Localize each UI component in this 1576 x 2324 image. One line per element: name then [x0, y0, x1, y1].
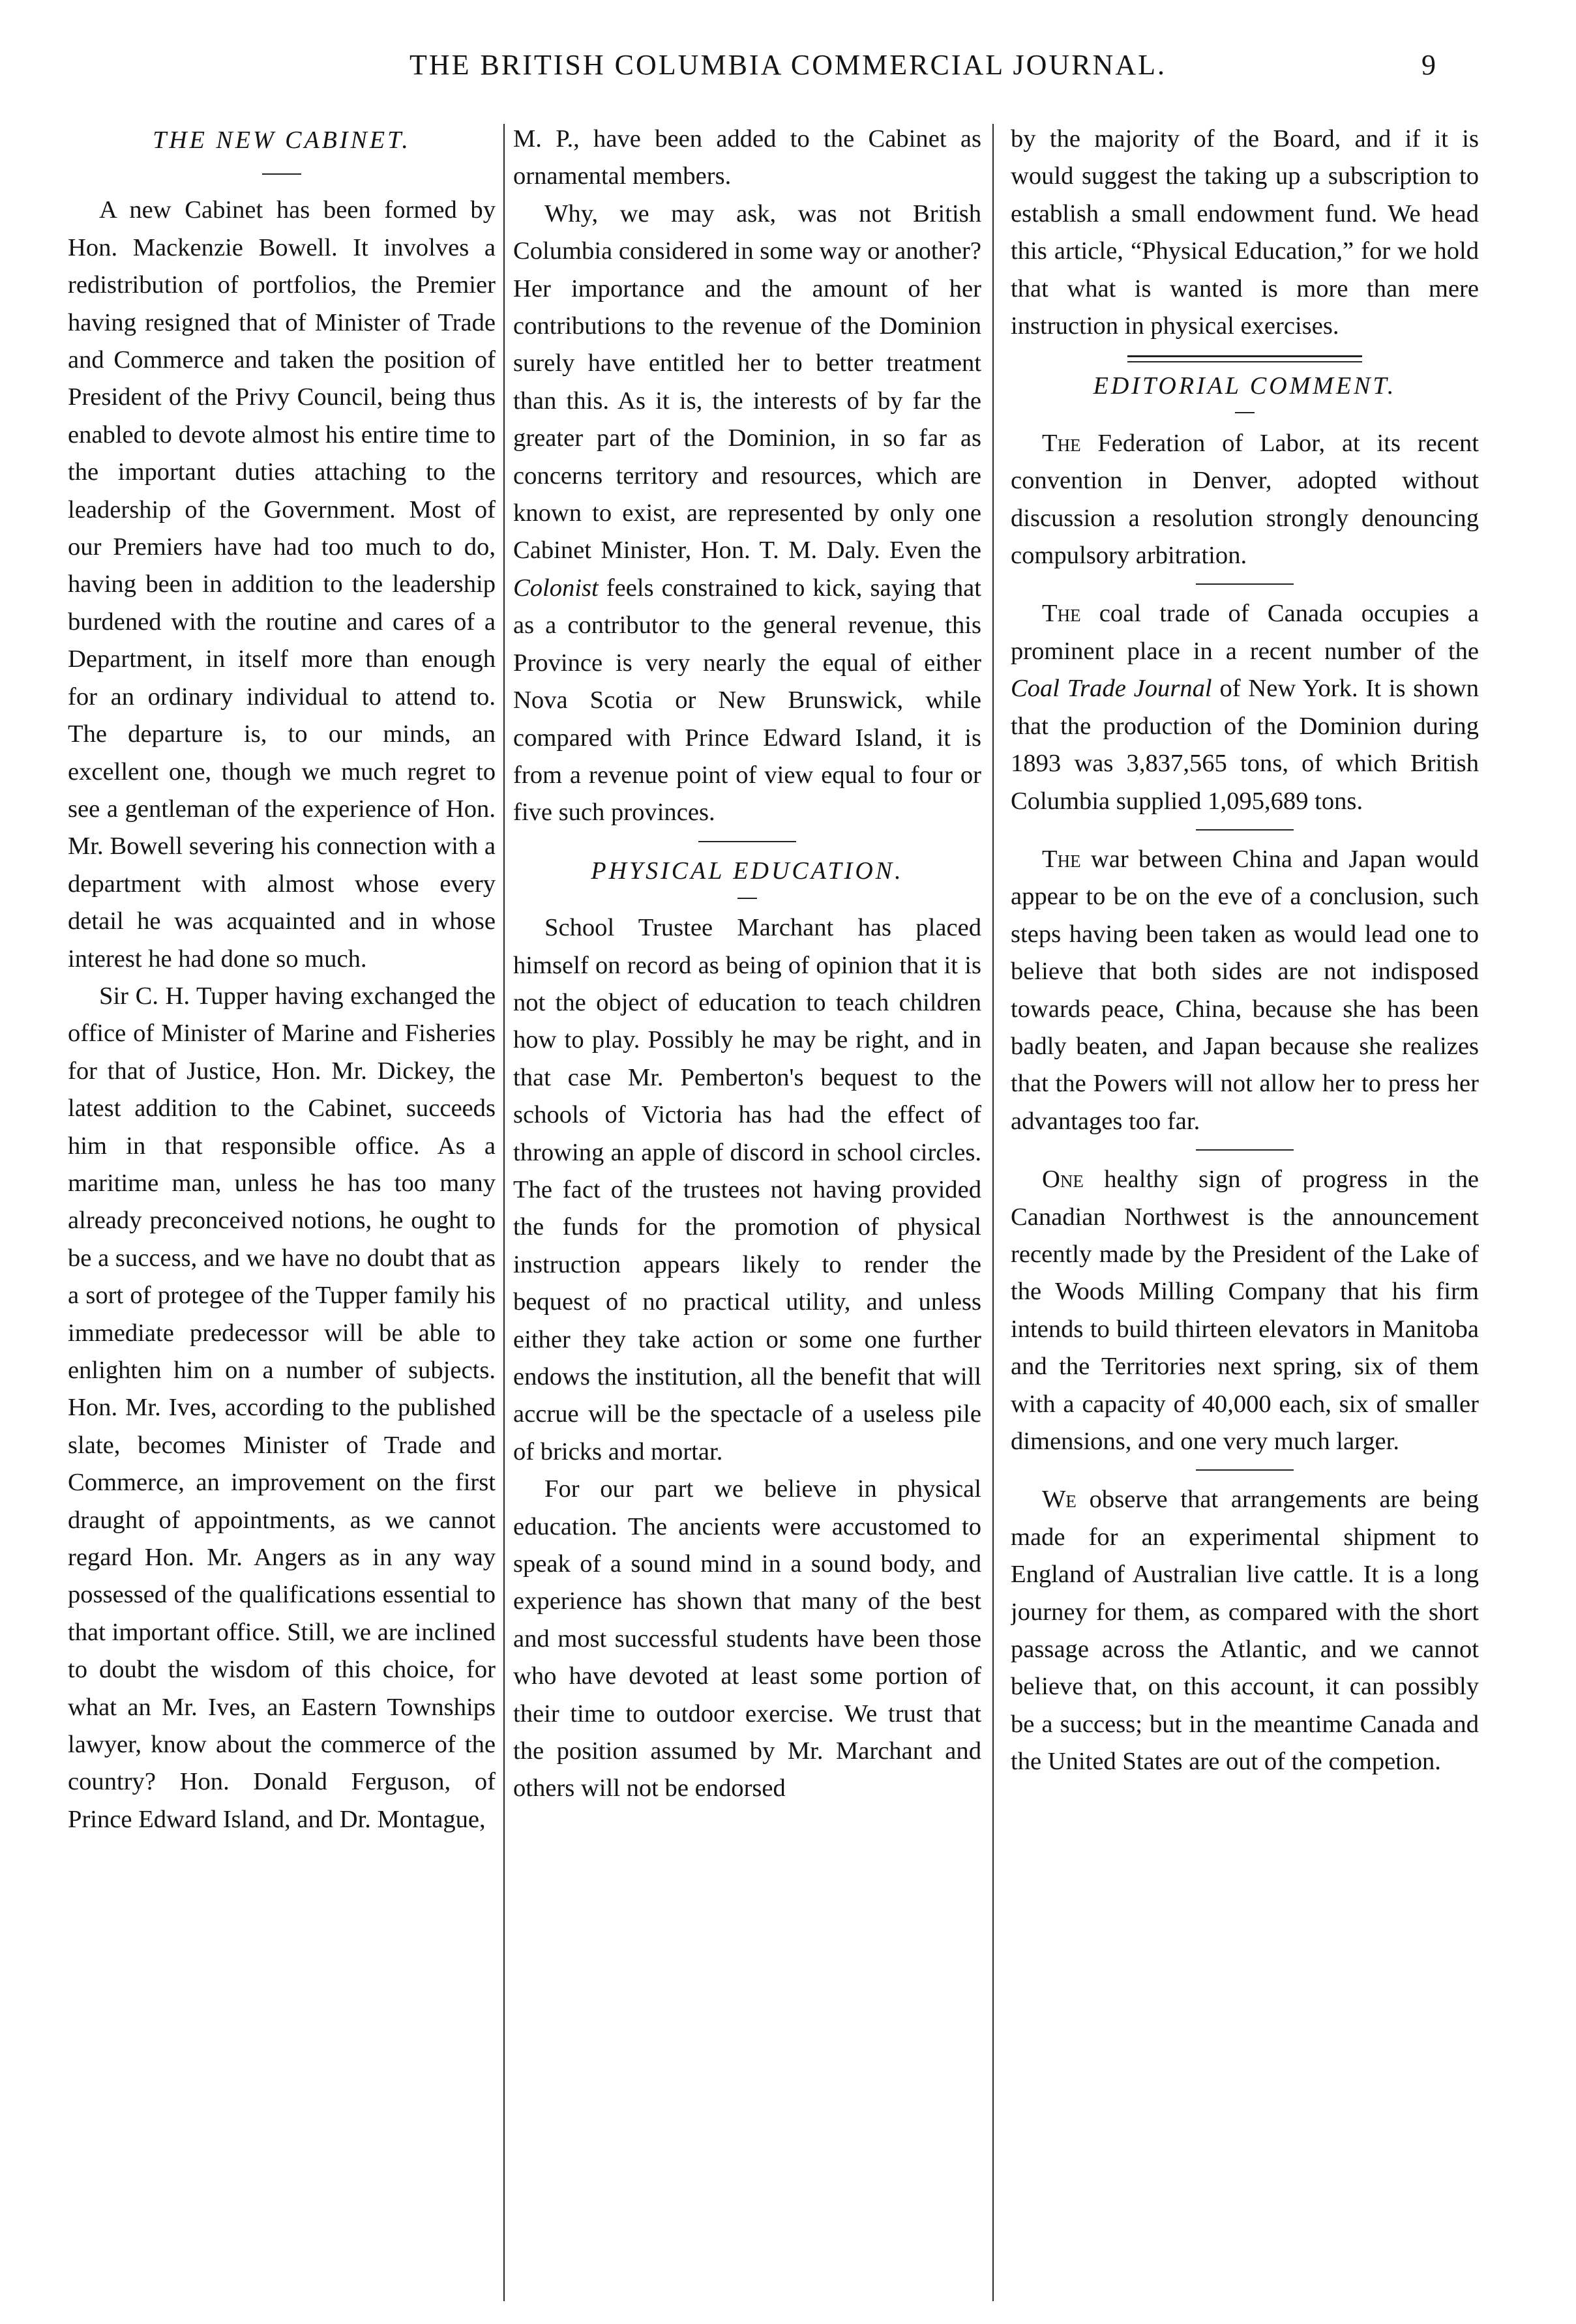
article-paragraph: For our part we believe in physical education. The ancients were accustomed to speak of a sound mind in a sound body, and experience has shown that many of the best and most successful students have been those who have devoted at least some portion of their time to outdoor exercise. We trust that the position assumed by Mr. Marchant and others will not be endorsed	[513, 1475, 981, 1802]
paragraph-text: coal trade of Canada occupies a prominent place in a recent number of the	[1011, 600, 1479, 665]
lead-word: The	[1042, 845, 1081, 873]
article-paragraph: M. P., have been added to the Cabinet as ornamental members.	[513, 125, 981, 190]
journal-title: Coal Trade Journal	[1011, 675, 1212, 703]
comment-paragraph	[1011, 1161, 1479, 1460]
heading-dash	[737, 898, 757, 899]
column-1	[68, 121, 496, 2304]
section-separator	[698, 841, 796, 842]
lead-word: One	[1042, 1166, 1084, 1194]
newspaper-title: Colonist	[513, 574, 599, 602]
article-paragraph: School Trustee Marchant has placed himself on record as being of opinion that it is not the object of education to teach children how to play. Possibly he may be right, and in that case Mr. Pemberton's bequest to the schools of Victoria has had the effect of throwing an apple of discord in school circles. The fact of the trustees not having provided the funds for the promotion of physical instruction appears likely to render the bequest of no practical utility, and unless either they take action or some one further endows the institution, all the benefit that will accrue will be the spectacle of a useless pile of bricks and mortar.	[513, 914, 981, 1465]
article-paragraph: by the majority of the Board, and if it is would suggest the taking up a subscription to establish a small endowment fund. We head this article, “Physical Education,” for we hold that what is wanted is more than mere instruction in physical exercises.	[1011, 125, 1479, 340]
paragraph-text: healthy sign of progress in the Canadian Northwest is the announcement recently made by the President of the Lake of the Woods Milling Company that his firm intends to build thirteen elevators in Manitoba and the Territories next spring, six of them with a capacity of 40,000 each, six of smaller dimensions, and one very much larger.	[1011, 1166, 1479, 1455]
paragraph-text: feels constrained to kick, saying that as a contributor to the general revenue, this Province is very nearly the equal of either Nova Scotia or New Brunswick, while compared with Prince Edward Island, it is from a revenue point of view equal to four or five such provinces.	[513, 574, 981, 827]
double-rule	[1127, 355, 1362, 362]
column-rule-2	[992, 124, 994, 2301]
lead-word: The	[1042, 600, 1081, 628]
paragraph-text: war between China and Japan would appear to be on the eve of a conclusion, such steps having been taken as would lead one to believe that both sides are not indisposed towards peace, China, because she has been badly beaten, and Japan because she realizes that the Powers will not allow her to press her advantages too far.	[1011, 845, 1479, 1135]
page-header	[0, 0, 1576, 98]
heading-dash	[262, 173, 301, 175]
item-separator	[1196, 583, 1294, 585]
item-separator	[1196, 1149, 1294, 1151]
lead-word: The	[1042, 429, 1081, 457]
comment-paragraph	[1011, 841, 1479, 1140]
article-heading-new-cabinet: THE NEW CABINET.	[153, 126, 411, 154]
article-paragraph: Sir C. H. Tupper having exchanged the office of Minister of Marine and Fisheries for that of Justice, Hon. Mr. Dickey, the latest addition to the Cabinet, succeeds him in that responsible office. As a maritime man, unless he has too many already preconceived notions, he ought to be a success, and we have no doubt that as a sort of protegee of the Tupper family his immediate predecessor will be able to enlighten him on a number of subjects. Hon. Mr. Ives, according to the published slate, becomes Minister of Trade and Commerce, an improvement on the first draught of appointments, as we cannot regard Hon. Mr. Angers as in any way possessed of the qualifications essential to that important office. Still, we are inclined to doubt the wisdom of this choice, for what an Mr. Ives, an Eastern Townships lawyer, know about the commerce of the country? Hon. Donald Ferguson, of Prince Edward Island, and Dr. Montague,	[68, 982, 496, 1833]
article-paragraph: A new Cabinet has been formed by Hon. Mackenzie Bowell. It involves a redistribution of portfolios, the Premier having resigned that of Minister of Trade and Commerce and taken the position of President of the Privy Council, being thus enabled to devote almost his entire time to the important duties attaching to the leadership of the Government. Most of our Premiers have had too much to do, having been in addition to the leadership burdened with the routine and cares of a Department, in itself more than enough for an ordinary individual to attend to. The departure is, to our minds, an excellent one, though we much regret to see a gentleman of the experience of Hon. Mr. Bowell severing his connection with a department with almost whose every detail he was acquainted and in whose interest he had done so much.	[68, 196, 496, 973]
item-separator	[1196, 829, 1294, 831]
paragraph-text: Why, we may ask, was not British Columbia considered in some way or another? Her importance and the amount of her contributions to the revenue of the Dominion surely have entitled her to better treatment than this. As it is, the interests of by far the greater part of the Dominion, in so far as concerns territory and resources, which are known to exist, are represented by only one Cabinet Minister, Hon. T. M. Daly. Even the	[513, 199, 981, 565]
comment-paragraph	[1011, 425, 1479, 575]
running-head: THE BRITISH COLUMBIA COMMERCIAL JOURNAL.	[409, 49, 1167, 81]
paragraph-text: of New York. It is shown that the production of the Dominion during 1893 was 3,837,565 tons, of which British Columbia supplied 1,095,689 tons.	[1011, 675, 1479, 815]
column-rule-1	[503, 124, 505, 2301]
page-number: 9	[1421, 49, 1436, 81]
article-heading-physical-education: PHYSICAL EDUCATION.	[591, 857, 904, 885]
paragraph-text: Federation of Labor, at its recent convention in Denver, adopted without discussion a resolution strongly denouncing compulsory arbitration.	[1011, 429, 1479, 570]
article-paragraph	[513, 196, 981, 832]
lead-word: We	[1042, 1486, 1077, 1514]
comment-paragraph	[1011, 595, 1479, 819]
item-separator	[1196, 1469, 1294, 1471]
paragraph-text: observe that arrangements are being made for an experimental shipment to England of Australian live cattle. It is a long journey for them, as compared with the short passage across the Atlantic, and we cannot believe that, on this account, it can possibly be a success; but in the meantime Canada and the United States are out of the competion.	[1011, 1486, 1479, 1776]
heading-dash	[1235, 412, 1255, 413]
column-3	[1011, 121, 1479, 2304]
column-2	[513, 121, 981, 2304]
section-heading-editorial-comment: EDITORIAL COMMENT.	[1093, 372, 1397, 400]
comment-paragraph	[1011, 1481, 1479, 1780]
